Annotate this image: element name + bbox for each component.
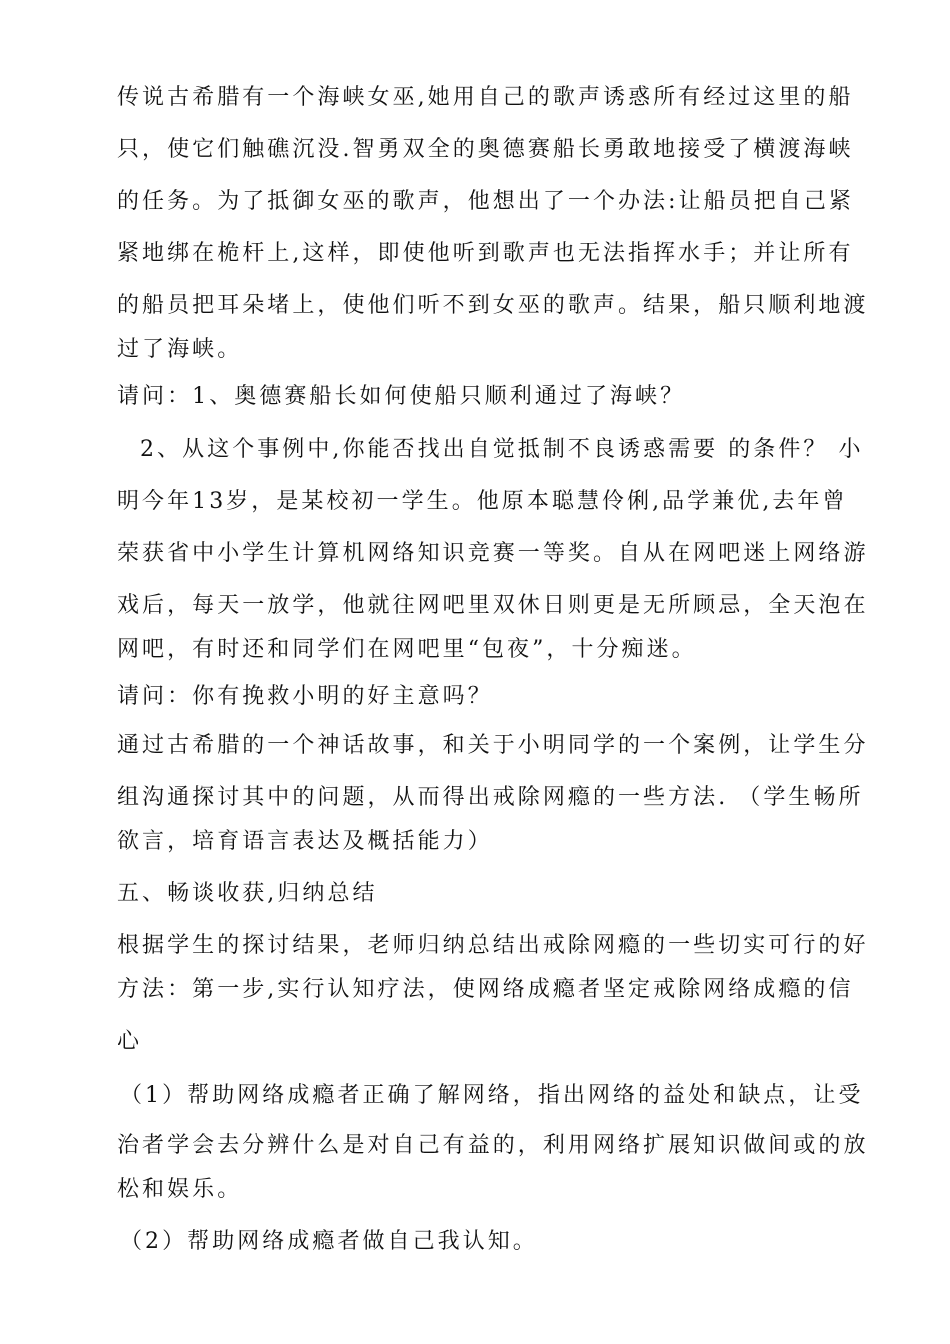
text-line: 方法：第一步,实行认知疗法，使网络成瘾者坚定戒除网络成瘾的信	[117, 977, 854, 1002]
text-line: 根据学生的探讨结果，老师归纳总结出戒除网瘾的一些切实可行的好	[117, 933, 869, 958]
text-line: 戏后，每天一放学，他就往网吧里双休日则更是无所顾忌，全天泡在	[117, 593, 869, 618]
list-item: （1）帮助网络成瘾者正确了解网络，指出网络的益处和缺点，让受	[120, 1083, 864, 1108]
text-line: 松和娱乐。	[117, 1177, 243, 1202]
text-line: 明今年13岁，是某校初一学生。他原本聪慧伶俐,品学兼优,去年曾	[117, 489, 848, 514]
text-line: 过了海峡。	[117, 337, 243, 362]
text-line: 欲言，培育语言表达及概括能力）	[117, 829, 493, 854]
text-line: 只，使它们触礁沉没.智勇双全的奥德赛船长勇敢地接受了横渡海峡	[117, 137, 854, 162]
question-line: 2、从这个事例中,你能否找出自觉抵制不良诱惑需要 的条件？ 小	[140, 437, 864, 462]
text-line: 的任务。为了抵御女巫的歌声，他想出了一个办法:让船员把自己紧	[117, 189, 854, 214]
section-heading: 五、畅谈收获,归纳总结	[117, 881, 378, 906]
list-item: （2）帮助网络成瘾者做自己我认知。	[120, 1229, 538, 1254]
question-line: 请问：你有挽救小明的好主意吗？	[117, 684, 493, 709]
text-line: 荣获省中小学生计算机网络知识竞赛一等奖。自从在网吧迷上网络游	[117, 541, 869, 566]
text-line: 通过古希腊的一个神话故事，和关于小明同学的一个案例，让学生分	[117, 733, 869, 758]
text-line: 网吧，有时还和同学们在网吧里“包夜”，十分痴迷。	[117, 637, 697, 662]
text-line: 心	[117, 1029, 143, 1054]
text-line: 治者学会去分辨什么是对自己有益的，利用网络扩展知识做间或的放	[117, 1133, 869, 1158]
question-line: 请问：1、奥德赛船长如何使船只顺利通过了海峡？	[117, 384, 686, 409]
text-line: 紧地绑在桅杆上,这样，即使他听到歌声也无法指挥水手；并让所有	[117, 241, 854, 266]
text-line: 组沟通探讨其中的问题，从而得出戒除网瘾的一些方法. （学生畅所	[117, 785, 864, 810]
text-line: 的船员把耳朵堵上，使他们听不到女巫的歌声。结果，船只顺利地渡	[117, 293, 869, 318]
text-line: 传说古希腊有一个海峡女巫,她用自己的歌声诱惑所有经过这里的船	[117, 85, 854, 110]
